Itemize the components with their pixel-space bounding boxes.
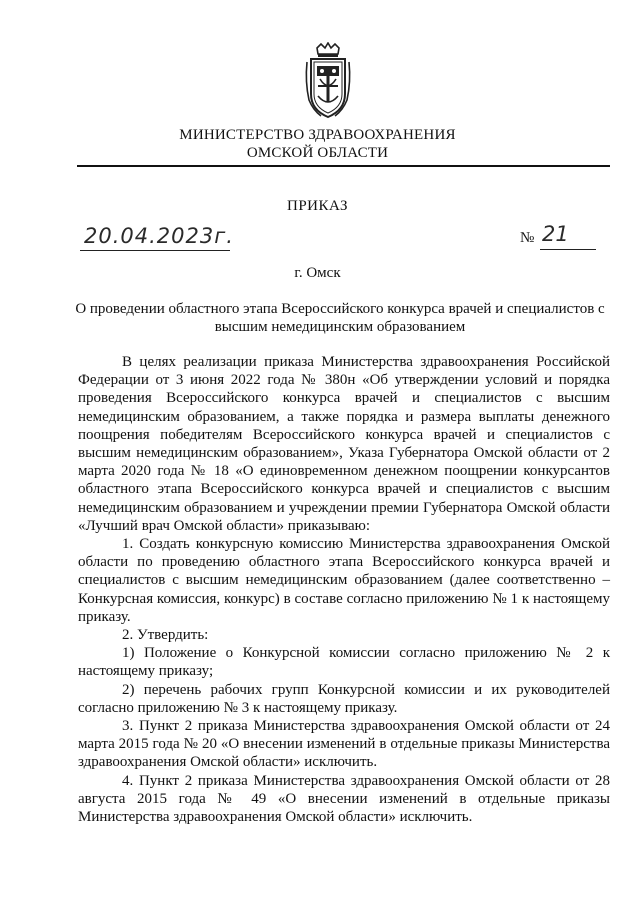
- header-divider: [77, 165, 610, 167]
- paragraph-item-3: 3. Пункт 2 приказа Министерства здравоохранения Омской области от 24 марта 2015 года № 20 «О внесении изменений в отдельные приказы Министерства здравоохранения Омской области» исключить.: [78, 718, 610, 771]
- paragraph-item-2-1: 1) Положение о Конкурсной комиссии согласно приложению № 2 к настоящему приказу;: [78, 645, 610, 680]
- paragraph-item-2: 2. Утвердить:: [122, 627, 209, 644]
- order-city: г. Омск: [294, 265, 341, 281]
- order-number-sign: №: [520, 230, 535, 246]
- order-date-field: [80, 224, 234, 251]
- ministry-name-line1: МИНИСТЕРСТВО ЗДРАВООХРАНЕНИЯ: [179, 127, 456, 143]
- order-date-handwritten: 20.04.2023г.: [84, 224, 234, 248]
- paragraph-item-1: 1. Создать конкурсную комиссию Министерства здравоохранения Омской области по проведению областного этапа Всероссийского конкурса врачей и специалистов с высшим немедицинским образованием (далее соответственно – Конкурсная комиссия, конкурс) в составе согласно приложению № 1 к настоящему приказу.: [78, 536, 610, 625]
- order-title: ПРИКАЗ: [287, 198, 348, 214]
- order-subject: О проведении областного этапа Всероссийского конкурса врачей и специалистов с высшим немедицинским образованием: [75, 301, 605, 335]
- ministry-name-line2: ОМСКОЙ ОБЛАСТИ: [246, 145, 389, 161]
- ministry-name: [0, 126, 635, 162]
- order-number-handwritten: 21: [542, 222, 569, 246]
- order-number-field: [540, 222, 596, 250]
- coat-of-arms-icon: [303, 42, 353, 120]
- paragraph-preamble: В целях реализации приказа Министерства здравоохранения Российской Федерации от 3 июня 2022 года № 380н «Об утверждении условий и порядка проведения Всероссийского конкурса врачей и специалистов с высшим немедицинским образованием, а также порядка и размера выплаты денежного поощрения победителям Всероссийского конкурса врачей и специалистов с высшим немедицинским образованием», Указа Губернатора Омской области от 2 марта 2020 года № 18 «О единовременном денежном поощрении конкурсантов областного этапа Всероссийского конкурса врачей и специалистов с высшим немедицинским образованием и учреждении премии Губернатора Омской области «Лучший врач Омской области» приказываю:: [78, 354, 610, 534]
- paragraph-item-4: 4. Пункт 2 приказа Министерства здравоохранения Омской области от 28 августа 2015 года № 49 «О внесении изменений в отдельные приказы Министерства здравоохранения Омской области» исключить.: [78, 772, 610, 826]
- order-body: [78, 353, 610, 826]
- paragraph-item-2-2: 2) перечень рабочих групп Конкурсной комиссии и их руководителей согласно приложению № 3 к настоящему приказу.: [78, 681, 610, 716]
